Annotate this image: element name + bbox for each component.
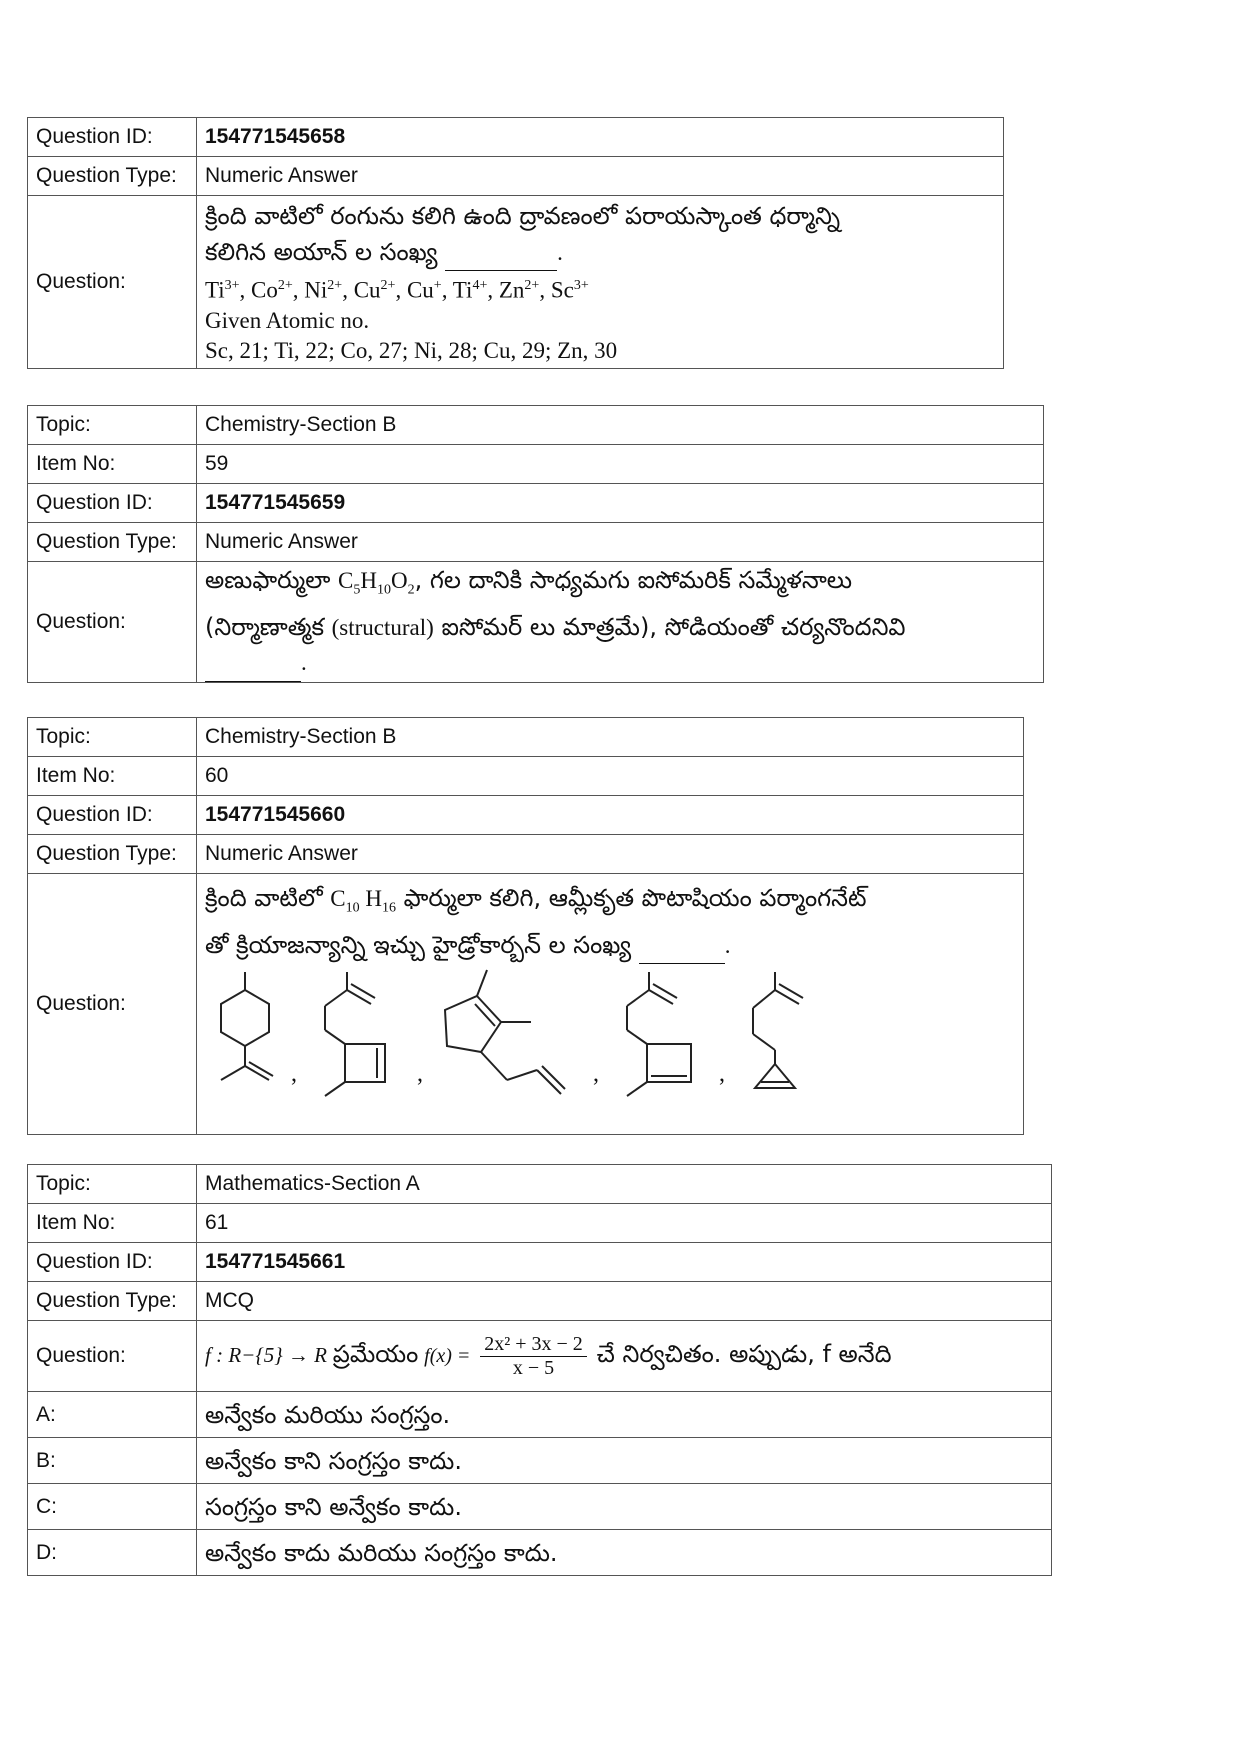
option-a-label: A: — [28, 1392, 197, 1438]
question-type-value: Numeric Answer — [197, 157, 1004, 196]
function-fraction — [480, 1333, 587, 1380]
fraction-numerator: 2x² + 3x − 2 — [480, 1333, 587, 1357]
molecular-formula: $C_{10}$ $H_{16}$ — [330, 886, 397, 916]
separator-comma: , — [719, 1060, 725, 1087]
function-map: f : R−{5} → R — [205, 1342, 327, 1367]
separator-comma: , — [417, 1060, 423, 1087]
item-no-label: Item No: — [28, 757, 197, 796]
item-no-value: 61 — [197, 1204, 1052, 1243]
question-type-value: Numeric Answer — [197, 835, 1024, 874]
question-text: , గల దానికి సాధ్యమగు ఐసోమరిక్ సమ్మేళనాలు — [414, 566, 853, 594]
question-text: ఐసోమర్ లు మాత్రమే), సోడియంతో చర్యనొందనివి — [441, 612, 906, 641]
topic-label: Topic: — [28, 718, 197, 757]
structures-row — [205, 968, 1015, 1098]
question-body: క్రింది వాటిలో $C_{10}$ $H_{16}$ ఫార్ములా కలిగి, ఆమ్లీకృత పొటాషియం పర్మాంగనేట్ తో క్రియాజన్యాన్ని ఇచ్చు హైడ్రోకార్బన్ ల సంఖ్య . , , , , — [197, 874, 1024, 1135]
option-c-text: సంగ్రస్తం కాని అన్వేకం కాదు. — [197, 1484, 1052, 1530]
question-id-label: Question ID: — [28, 1243, 197, 1282]
question-id-value: 154771545660 — [197, 796, 1024, 835]
given-atomic-label: Given Atomic no. — [205, 307, 370, 333]
ion-list: $Ti^{3+}$, $Co^{2+}$, $Ni^{2+}$, $Cu^{2+}$, Cu+, $Ti^{4+}$, $Zn^{2+}$, $Sc^{3+}$ — [205, 277, 589, 303]
question-text: చే నిర్వచితం. అప్పుడు, f అనేది — [596, 1339, 892, 1368]
question-type-value: MCQ — [197, 1282, 1052, 1321]
separator-comma: , — [593, 1060, 599, 1087]
separator-comma: , — [291, 1060, 297, 1087]
function-def: f(x) = — [424, 1344, 471, 1367]
question-body: అణుఫార్ములా $C_5H_{10}O_2$, గల దానికి సాధ్యమగు ఐసోమరిక్ సమ్మేళనాలు (నిర్మాణాత్మక (structural) ఐసోమర్ లు మాత్రమే), సోడియంతో చర్యనొందనివి . — [197, 562, 1044, 683]
question-59-table — [27, 405, 1044, 683]
question-text: (నిర్మాణాత్మక — [205, 612, 324, 641]
structure-5-image — [739, 968, 829, 1098]
option-d-text: అన్వేకం కాదు మరియు సంగ్రస్తం కాదు. — [197, 1530, 1052, 1576]
topic-value: Mathematics-Section A — [197, 1165, 1052, 1204]
question-type-label: Question Type: — [28, 835, 197, 874]
item-no-label: Item No: — [28, 445, 197, 484]
question-60-table — [27, 717, 1024, 1135]
question-label: Question: — [28, 1321, 197, 1392]
option-a-text: అన్వేకం మరియు సంగ్రస్తం. — [197, 1392, 1052, 1438]
question-text-line: కలిగిన అయాన్ ల సంఖ్య — [205, 238, 438, 267]
item-no-label: Item No: — [28, 1204, 197, 1243]
question-id-value: 154771545658 — [197, 118, 1004, 157]
question-text: ఫార్ములా కలిగి, ఆమ్లీకృత పొటాషియం పర్మాంగనేట్ — [403, 884, 867, 912]
question-text: ప్రమేయం — [332, 1339, 419, 1368]
question-text: తో క్రియాజన్యాన్ని ఇచ్చు హైడ్రోకార్బన్ ల సంఖ్య — [205, 930, 632, 959]
topic-label: Topic: — [28, 1165, 197, 1204]
structure-2-image — [311, 968, 411, 1098]
atomic-numbers: Sc, 21; Ti, 22; Co, 27; Ni, 28; Cu, 29; Zn, 30 — [205, 337, 618, 363]
question-type-value: Numeric Answer — [197, 523, 1044, 562]
molecular-formula: $C_5H_{10}O_2$ — [338, 568, 415, 598]
topic-label: Topic: — [28, 406, 197, 445]
question-61-table — [27, 1164, 1052, 1576]
topic-value: Chemistry-Section B — [197, 406, 1044, 445]
structural-note: (structural) — [331, 614, 434, 640]
question-body: క్రింది వాటిలో రంగును కలిగి ఉంది ద్రావణంలో పరాయస్కాంత ధర్మాన్ని కలిగిన అయాన్ ల సంఖ్య . $Ti^{3+}$, $Co^{2+}$, $Ni^{2+}$, $Cu^{2+}$, Cu+, $Ti^{4+}$, $Zn^{2+}$, $Sc^{3+}$ Given Atomic no. Sc, 21; Ti, 22; Co, 27; Ni, 28; Cu, 29; Zn, 30 — [197, 196, 1004, 369]
question-id-label: Question ID: — [28, 484, 197, 523]
question-id-label: Question ID: — [28, 118, 197, 157]
structure-1-image — [205, 968, 285, 1098]
question-id-value: 154771545661 — [197, 1243, 1052, 1282]
question-body — [197, 1321, 1052, 1392]
question-type-label: Question Type: — [28, 523, 197, 562]
question-text: క్రింది వాటిలో — [205, 884, 323, 912]
question-label: Question: — [28, 196, 197, 369]
option-d-label: D: — [28, 1530, 197, 1576]
question-58-table — [27, 117, 1004, 369]
question-label: Question: — [28, 562, 197, 683]
answer-blank — [639, 927, 725, 964]
question-text: అణుఫార్ములా — [205, 566, 331, 594]
question-label: Question: — [28, 874, 197, 1135]
question-id-value: 154771545659 — [197, 484, 1044, 523]
question-type-label: Question Type: — [28, 1282, 197, 1321]
fraction-denominator: x − 5 — [512, 1356, 555, 1379]
structure-3-image — [437, 968, 587, 1098]
question-type-label: Question Type: — [28, 157, 197, 196]
question-text-line: క్రింది వాటిలో రంగును కలిగి ఉంది ద్రావణంలో పరాయస్కాంత ధర్మాన్ని — [205, 202, 841, 231]
option-b-label: B: — [28, 1438, 197, 1484]
answer-blank — [445, 234, 557, 271]
structure-4-image — [613, 968, 713, 1098]
item-no-value: 60 — [197, 757, 1024, 796]
topic-value: Chemistry-Section B — [197, 718, 1024, 757]
question-id-label: Question ID: — [28, 796, 197, 835]
option-c-label: C: — [28, 1484, 197, 1530]
answer-blank — [205, 647, 301, 682]
item-no-value: 59 — [197, 445, 1044, 484]
option-b-text: అన్వేకం కాని సంగ్రస్తం కాదు. — [197, 1438, 1052, 1484]
